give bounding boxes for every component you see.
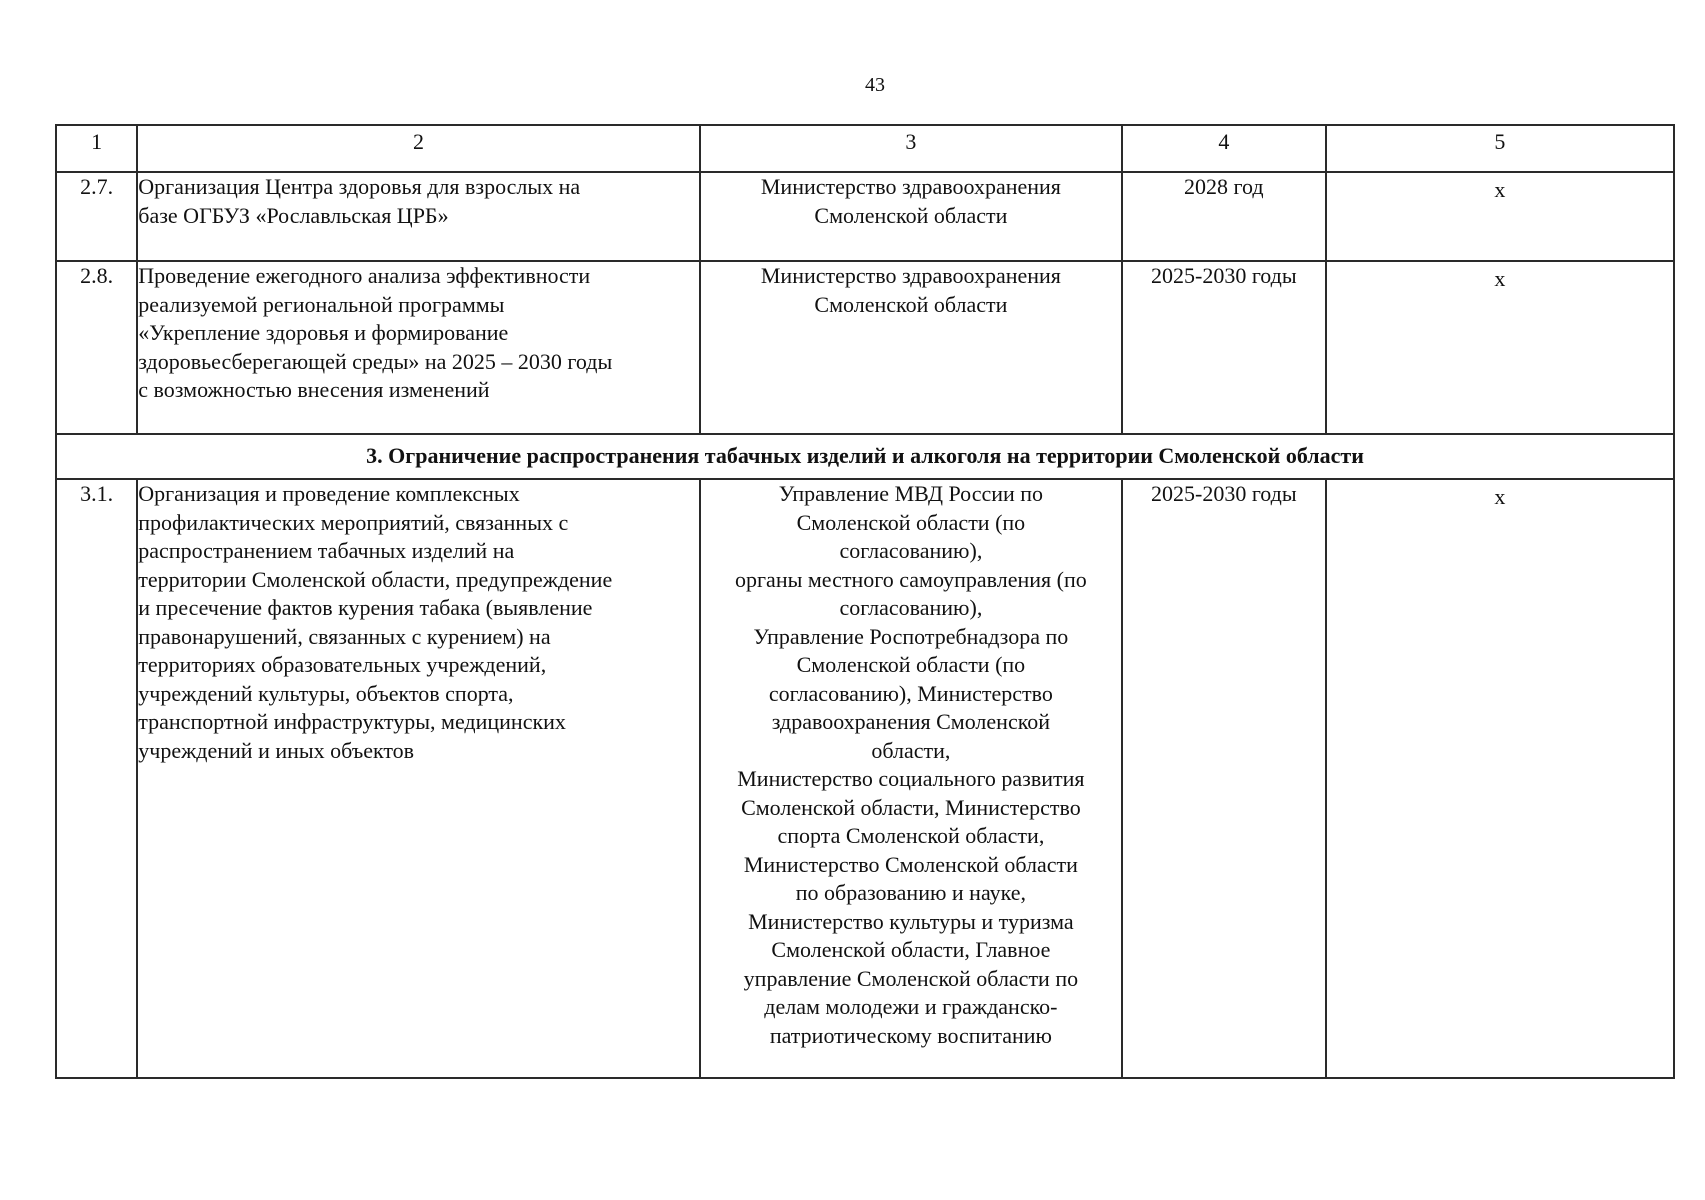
row-number: 2.8.	[56, 261, 137, 434]
mark-cell	[1326, 479, 1674, 1078]
column-header-4: 4	[1122, 125, 1326, 172]
column-header-5: 5	[1326, 125, 1674, 172]
row-number: 2.7.	[56, 172, 137, 261]
column-header-2: 2	[137, 125, 700, 172]
measure-cell: Проведение ежегодного анализа эффективности реализуемой региональной программы «Укрепление здоровья и формирование здоровьесберегающей среды» на 2025 – 2030 годы с возможностью внесения изменений	[137, 261, 700, 434]
measure-cell: Организация Центра здоровья для взрослых на базе ОГБУЗ «Рославльская ЦРБ»	[137, 172, 700, 261]
executor-cell: Управление МВД России по Смоленской области (по согласованию), органы местного самоуправления (по согласованию), Управление Роспотребнадзора по Смоленской области (по согласованию), Министерство здравоохранения Смоленской области, Министерство социального развития Смоленской области, Министерство спорта Смоленской области, Министерство Смоленской области по образованию и науке, Министерство культуры и туризма Смоленской области, Главное управление Смоленской области по делам молодежи и гражданско- патриотическому воспитанию	[700, 479, 1122, 1078]
executor-cell: Министерство здравоохранения Смоленской области	[700, 172, 1122, 261]
executor-cell: Министерство здравоохранения Смоленской области	[700, 261, 1122, 434]
page-number: 43	[865, 74, 885, 96]
table-row	[56, 261, 1674, 434]
column-header-3: 3	[700, 125, 1122, 172]
table-row	[56, 172, 1674, 261]
section-header-row	[56, 434, 1674, 479]
measures-table	[55, 124, 1675, 1079]
mark-text: х	[1494, 266, 1506, 291]
term-cell: 2025-2030 годы	[1122, 479, 1326, 1078]
mark-cell	[1326, 172, 1674, 261]
row-number: 3.1.	[56, 479, 137, 1078]
column-header-1: 1	[56, 125, 137, 172]
table-row	[56, 479, 1674, 1078]
section-title: 3. Ограничение распространения табачных изделий и алкоголя на территории Смоленской области	[56, 434, 1674, 479]
table-header-row	[56, 125, 1674, 172]
mark-cell	[1326, 261, 1674, 434]
term-cell: 2028 год	[1122, 172, 1326, 261]
mark-text: х	[1494, 177, 1506, 202]
mark-text: х	[1494, 484, 1506, 509]
measure-cell: Организация и проведение комплексных профилактических мероприятий, связанных с распространением табачных изделий на территории Смоленской области, предупреждение и пресечение фактов курения табака (выявление правонарушений, связанных с курением) на территориях образовательных учреждений, учреждений культуры, объектов спорта, транспортной инфраструктуры, медицинских учреждений и иных объектов	[137, 479, 700, 1078]
term-cell: 2025-2030 годы	[1122, 261, 1326, 434]
